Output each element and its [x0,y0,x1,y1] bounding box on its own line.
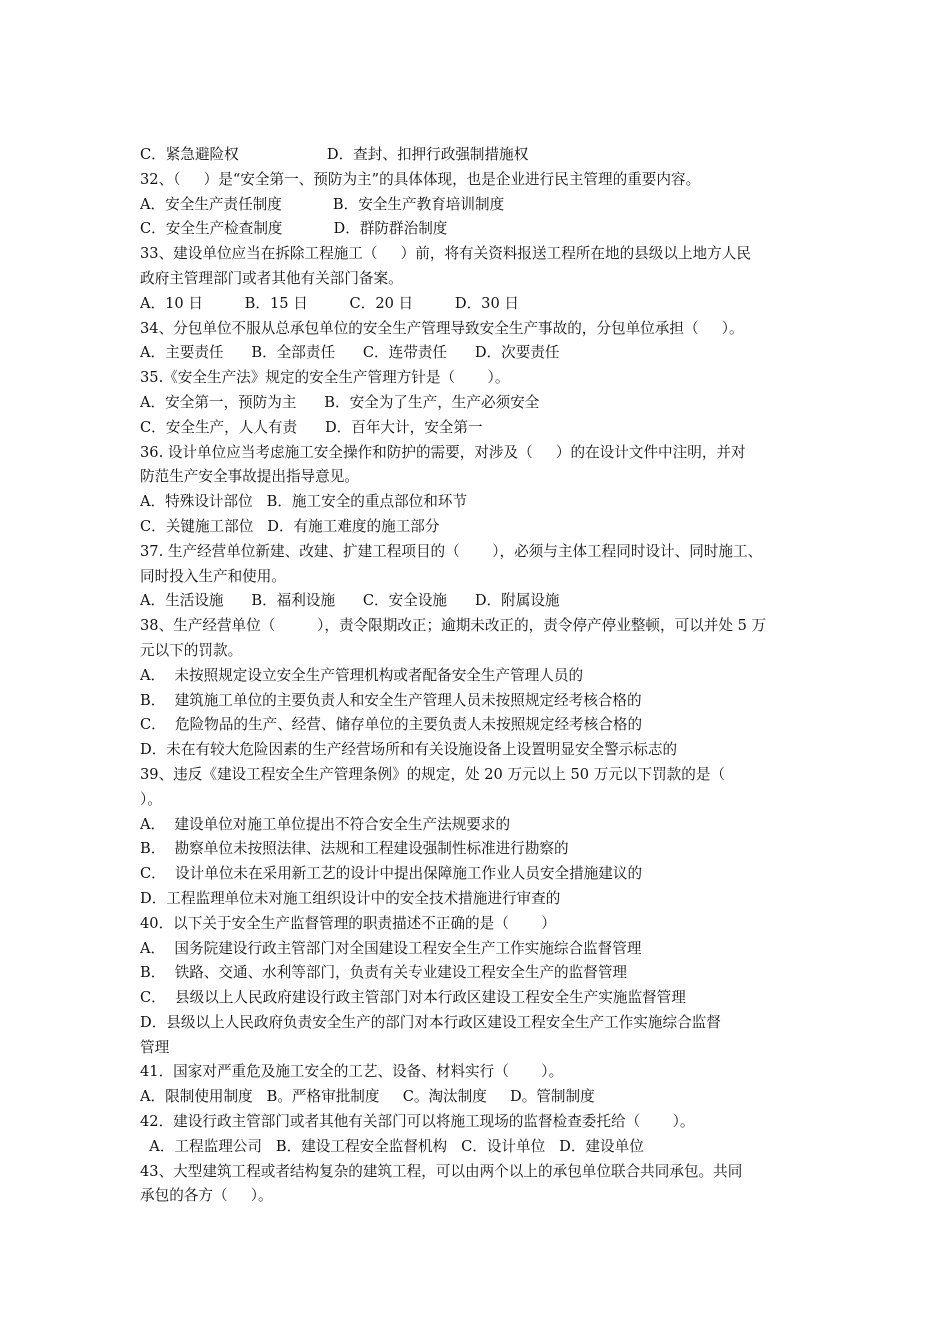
text-line: 37. 生产经营单位新建、改建、扩建工程项目的（ ），必须与主体工程同时设计、同时施工、 [140,542,763,560]
text-line: C． 危险物品的生产、经营、储存单位的主要负责人未按照规定经考核合格的 [140,716,643,734]
text-line: C．安全生产，人人有责 D．百年大计，安全第一 [140,418,483,436]
text-line: 政府主管理部门或者其他有关部门备案。 [140,269,403,287]
text-line: A．生活设施 B．福利设施 C．安全设施 D．附属设施 [140,592,560,610]
text-line: 36. 设计单位应当考虑施工安全操作和防护的需要，对涉及（ ）的在设计文件中注明，并对 [140,443,746,461]
text-line: 38、生产经营单位（ ），责令限期改正；逾期未改正的，责令停产停业整顿，可以并处 5 万 [140,617,767,635]
text-line: ）。 [140,790,162,808]
text-line: D．县级以上人民政府负责安全生产的部门对本行政区建设工程安全生产工作实施综合监督 [140,1013,721,1031]
text-line: C．紧急避险权 D．查封、扣押行政强制措施权 [140,146,529,163]
text-line: 同时投入生产和使用。 [140,567,286,585]
text-line: A．10 日 B．15 日 C．20 日 D．30 日 [140,294,519,312]
text-line: C． 设计单位未在采用新工艺的设计中提出保障施工作业人员安全措施建议的 [140,865,643,883]
text-line: D．未在有较大危险因素的生产经营场所和有关设施设备上设置明显安全警示标志的 [140,741,678,759]
text-line: A．安全第一，预防为主 B．安全为了生产，生产必须安全 [140,393,540,411]
text-line: 元以下的罚款。 [140,641,243,659]
text-line: A． 国务院建设行政主管部门对全国建设工程安全生产工作实施综合监督管理 [140,939,642,957]
text-line: A．限制使用制度 B。严格审批制度 C。淘汰制度 D。管制制度 [140,1088,595,1106]
text-line: 41．国家对严重危及施工安全的工艺、设备、材料实行（ ）。 [140,1063,564,1081]
text-line: A．主要责任 B．全部责任 C．连带责任 D．次要责任 [140,344,560,362]
text-line: 35.《安全生产法》规定的安全生产管理方针是（ ）。 [140,369,510,387]
text-line: 33、建设单位应当在拆除工程施工（ ）前，将有关资料报送工程所在地的县级以上地方人民 [140,245,751,263]
text-line: C．安全生产检查制度 D．群防群治制度 [140,220,448,238]
text-line: A． 未按照规定设立安全生产管理机构或者配备安全生产管理人员的 [140,666,584,684]
text-line: D．工程监理单位未对施工组织设计中的安全技术措施进行审查的 [140,889,561,907]
text-line: 承包的各方（ ）。 [140,1187,273,1205]
text-line: 32、（ ）是“安全第一、预防为主”的具体体现，也是企业进行民主管理的重要内容。 [140,170,701,188]
text-line: C． 县级以上人民政府建设行政主管部门对本行政区建设工程安全生产实施监督管理 [140,989,686,1007]
text-line: 39、违反《建设工程安全生产管理条例》的规定，处 20 万元以上 50 万元以下罚款的是（ [140,765,726,783]
text-line: 42．建设行政主管部门或者其他有关部门可以将施工现场的监督检查委托给（ ）。 [140,1113,695,1131]
question-text-body [140,143,812,1209]
text-line: A． 建设单位对施工单位提出不符合安全生产法规要求的 [140,815,511,833]
text-line: 防范生产安全事故提出指导意见。 [140,468,359,486]
text-line: A．特殊设计部位 B．施工安全的重点部位和环节 [140,493,468,511]
text-line: 43、大型建筑工程或者结构复杂的建筑工程，可以由两个以上的承包单位联合共同承包。共同 [140,1162,743,1180]
text-line: B． 铁路、交通、水利等部门，负责有关专业建设工程安全生产的监督管理 [140,964,628,982]
text-line: 40．以下关于安全生产监督管理的职责描述不正确的是（ ） [140,914,556,932]
text-line: B． 建筑施工单位的主要负责人和安全生产管理人员未按照规定经考核合格的 [140,691,642,709]
text-line: 34、分包单位不服从总承包单位的安全生产管理导致安全生产事故的，分包单位承担（ ）。 [140,319,744,337]
text-line: A．安全生产责任制度 B．安全生产教育培训制度 [140,195,505,213]
text-line: B． 勘察单位未按照法律、法规和工程建设强制性标准进行勘察的 [140,840,569,858]
text-line: 管理 [140,1038,170,1056]
text-line: C．关键施工部位 D．有施工难度的施工部分 [140,517,440,535]
text-line: A．工程监理公司 B．建设工程安全监督机构 C．设计单位 D．建设单位 [140,1137,644,1155]
